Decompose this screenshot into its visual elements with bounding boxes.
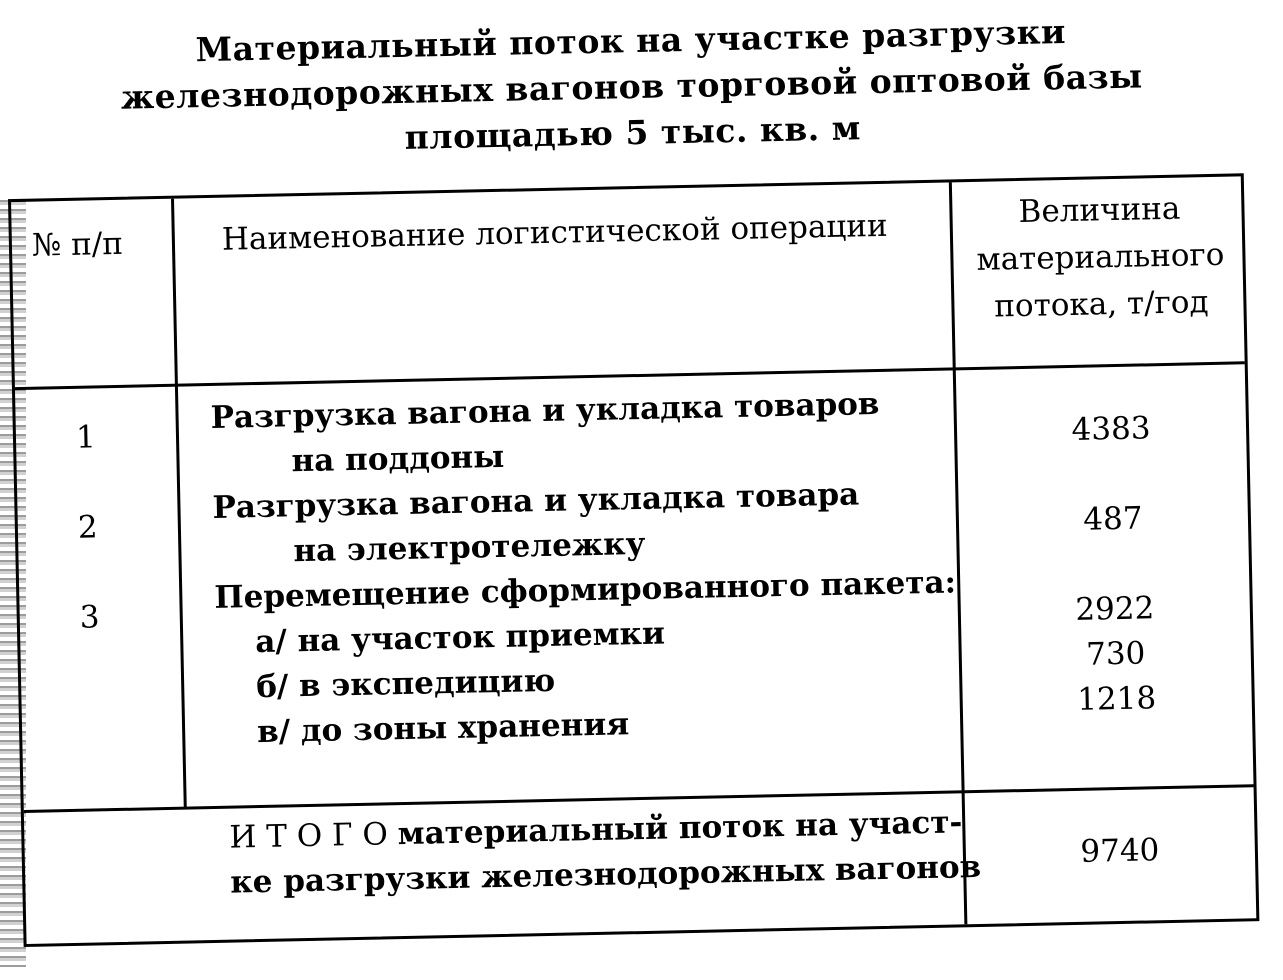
col-divider-1 — [171, 199, 187, 809]
row-number-3: 3 — [79, 599, 100, 636]
value-cell: 2922 — [1074, 590, 1155, 628]
total-line-1: материальный поток на участ- — [397, 804, 963, 853]
row-numbers — [76, 415, 101, 685]
total-line-2: ке разгрузки железнодорожных вагонов — [229, 848, 982, 901]
value-cell: 730 — [1085, 635, 1146, 673]
value-cell: 487 — [1082, 500, 1143, 538]
value-cell: 4383 — [1071, 410, 1151, 448]
value-cell: 1218 — [1076, 680, 1157, 718]
row-number-2: 2 — [77, 509, 98, 546]
operations-list — [210, 380, 959, 755]
title-line-2: железнодорожных вагонов торговой оптовой базы — [120, 56, 1144, 117]
operation-line: б/ в экспедицию — [255, 662, 556, 706]
title-line-3: площадью 5 тыс. кв. м — [404, 108, 862, 157]
operation-line: Разгрузка вагона и укладка товара — [212, 476, 860, 526]
header-operation: Наименование логистической операции — [221, 207, 888, 258]
title-line-1: Материальный поток на участке разгрузки — [195, 11, 1067, 70]
operation-line: на электротележку — [293, 525, 646, 570]
operation-line: а/ на участок приемки — [254, 615, 666, 661]
total-prefix: И Т О Г О — [229, 816, 389, 856]
values-column — [971, 404, 1258, 725]
total-label — [229, 800, 982, 906]
material-flow-table — [8, 173, 1259, 947]
header-number: № п/п — [31, 225, 124, 264]
operation-line: в/ до зоны хранения — [256, 706, 630, 751]
operation-line: на поддоны — [291, 438, 505, 480]
header-divider — [15, 361, 1245, 390]
document-title — [90, 7, 1173, 168]
operation-line: Разгрузка вагона и укладка товаров — [210, 385, 880, 436]
operation-line: Перемещение сформированного пакета: — [213, 564, 957, 616]
total-value: 9740 — [1080, 832, 1160, 870]
header-value: Величина материального потока, т/год — [976, 190, 1225, 325]
row-number-1: 1 — [75, 419, 97, 456]
